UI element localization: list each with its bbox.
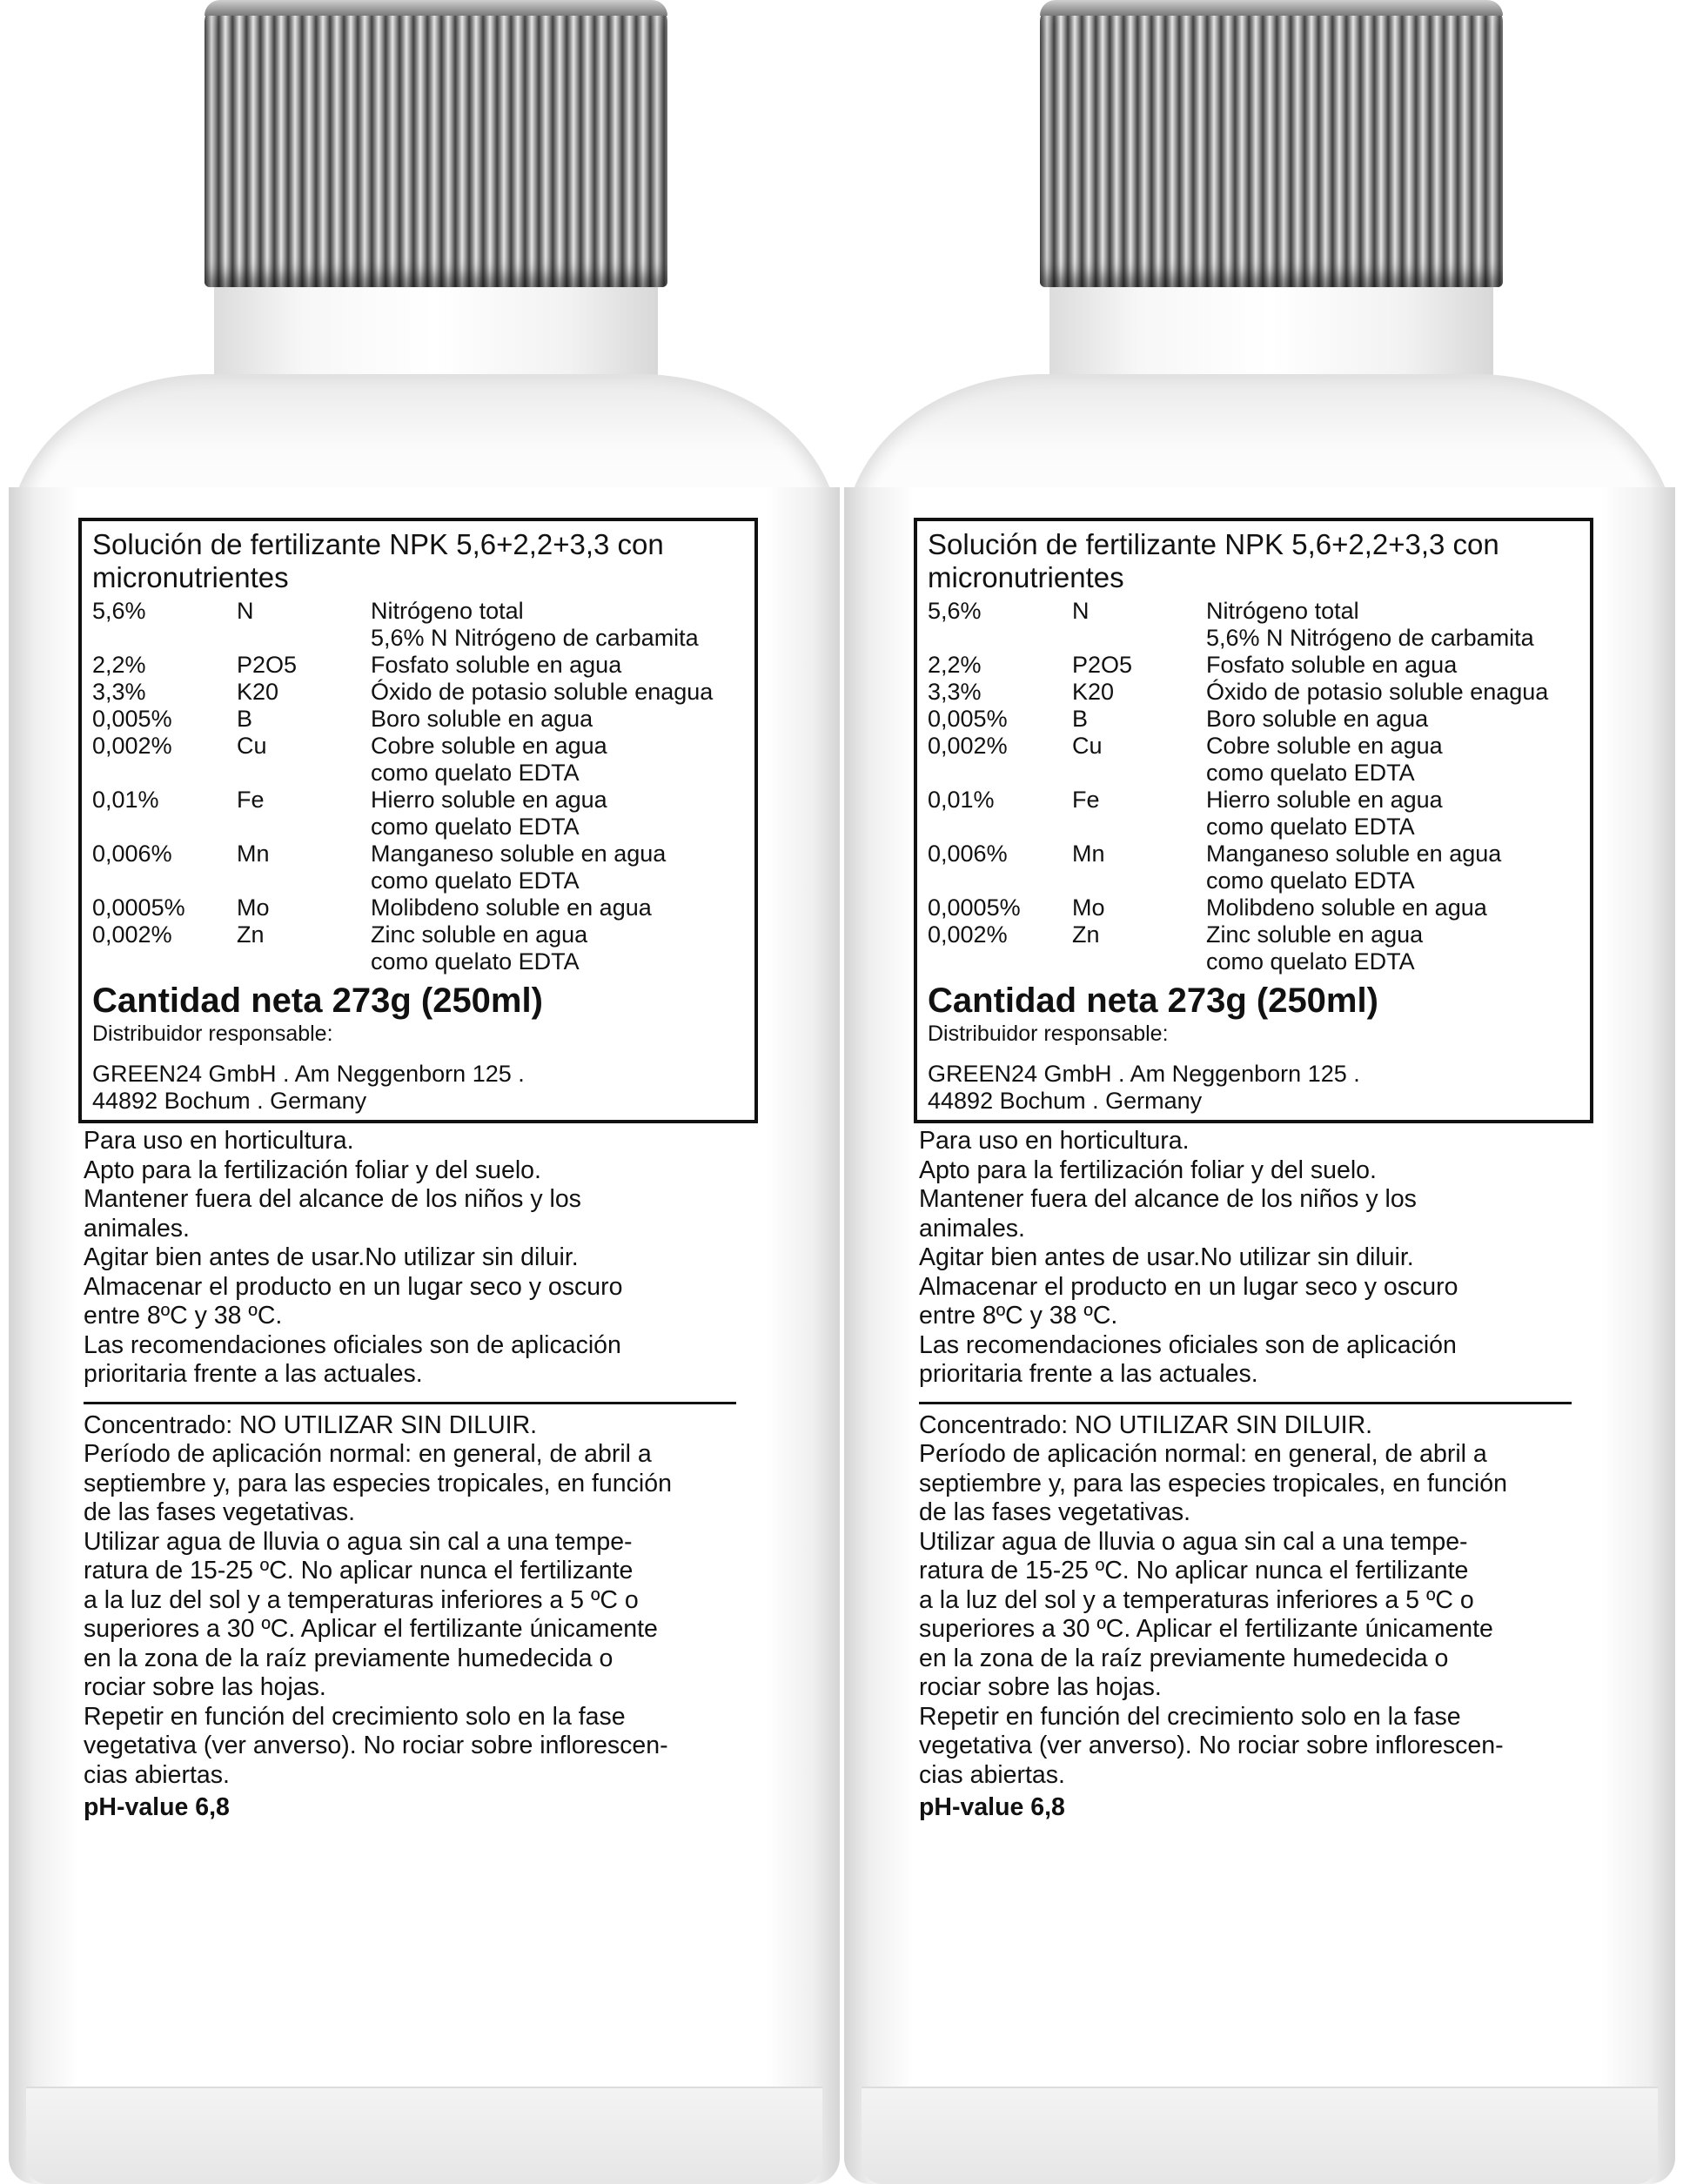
usage-line: animales. — [84, 1214, 190, 1243]
nutrient-symbol: Fe — [237, 787, 265, 813]
nutrient-detail: como quelato EDTA — [1206, 868, 1415, 894]
spacer — [928, 814, 1072, 841]
nutrient-row — [92, 787, 746, 814]
instruction-line: Período de aplicación normal: en general, de abril a — [919, 1440, 1487, 1468]
nutrient-symbol: B — [1072, 706, 1089, 732]
nutrient-row — [928, 921, 1581, 948]
distributor-address: GREEN24 GmbH . Am Neggenborn 125 . 44892 Bochum . Germany — [92, 1061, 525, 1114]
nutrient-description: Molibdeno soluble en agua — [371, 894, 652, 921]
nutrient-row-continued — [92, 814, 746, 841]
usage-line: Apto para la fertilización foliar y del suelo. — [84, 1156, 541, 1184]
instruction-line: de las fases vegetativas. — [919, 1498, 1191, 1526]
spacer — [237, 868, 371, 894]
nutrient-row-continued — [928, 625, 1581, 652]
nutrient-row-continued — [928, 868, 1581, 894]
nutrient-percent: 2,2% — [928, 652, 982, 678]
nutrient-row-continued — [928, 948, 1581, 975]
nutrient-row — [92, 841, 746, 868]
nutrient-symbol: Cu — [237, 733, 267, 759]
spacer — [928, 948, 1072, 975]
instruction-line: septiembre y, para las especies tropicales, en función — [84, 1469, 672, 1497]
instruction-line: ratura de 15-25 ºC. No aplicar nunca el fertilizante — [84, 1557, 634, 1584]
nutrient-description: Manganeso soluble en agua — [371, 841, 667, 867]
nutrient-detail: como quelato EDTA — [371, 948, 580, 975]
nutrient-row — [92, 598, 746, 625]
nutrient-symbol: Mo — [1072, 894, 1105, 921]
usage-line: Agitar bien antes de usar.No utilizar sin diluir. — [919, 1243, 1414, 1271]
spacer — [237, 625, 371, 652]
instruction-line: Repetir en función del crecimiento solo en la fase — [919, 1702, 1461, 1731]
ph-value: pH-value 6,8 — [84, 1793, 230, 1821]
nutrient-row — [928, 894, 1581, 921]
spacer — [1072, 814, 1206, 841]
nutrient-row-continued — [92, 868, 746, 894]
nutrient-detail: 5,6% N Nitrógeno de carbamita — [1206, 625, 1534, 651]
spacer — [1072, 948, 1206, 975]
instruction-line: rociar sobre las hojas. — [84, 1673, 326, 1701]
instruction-line: Repetir en función del crecimiento solo en la fase — [84, 1702, 626, 1731]
nutrient-description: Manganeso soluble en agua — [1206, 841, 1502, 867]
nutrient-row-continued — [92, 625, 746, 652]
usage-line: animales. — [919, 1214, 1025, 1243]
nutrient-symbol: Mn — [1072, 841, 1105, 867]
usage-line: Para uso en horticultura. — [84, 1127, 354, 1155]
instruction-line: Período de aplicación normal: en general, de abril a — [84, 1440, 652, 1468]
usage-line: prioritaria frente a las actuales. — [919, 1360, 1258, 1388]
instruction-line: vegetativa (ver anverso). No rociar sobre inflorescen- — [919, 1732, 1504, 1759]
nutrient-row — [928, 598, 1581, 625]
nutrient-percent: 0,005% — [928, 706, 1008, 732]
instruction-line: superiores a 30 ºC. Aplicar el fertilizante únicamente — [919, 1615, 1493, 1643]
spacer — [928, 760, 1072, 787]
usage-line: Almacenar el producto en un lugar seco y oscuro — [84, 1272, 623, 1301]
instruction-line: Utilizar agua de lluvia o agua sin cal a una tempe- — [919, 1527, 1468, 1556]
bottle-neck — [1049, 287, 1493, 387]
usage-line: Las recomendaciones oficiales son de aplicación — [84, 1330, 621, 1359]
nutrient-percent: 0,01% — [928, 787, 995, 813]
nutrient-description: Molibdeno soluble en agua — [1206, 894, 1487, 921]
spacer — [1072, 868, 1206, 894]
nutrient-description: Boro soluble en agua — [1206, 706, 1429, 732]
nutrient-description: Cobre soluble en agua — [371, 733, 607, 759]
instruction-line: ratura de 15-25 ºC. No aplicar nunca el fertilizante — [919, 1557, 1469, 1584]
nutrient-row — [92, 921, 746, 948]
nutrient-detail: como quelato EDTA — [1206, 814, 1415, 840]
nutrient-row — [928, 733, 1581, 760]
net-quantity: Cantidad neta 273g (250ml) — [92, 981, 543, 1020]
application-instructions — [914, 1411, 1593, 1791]
usage-line: Las recomendaciones oficiales son de aplicación — [919, 1330, 1457, 1359]
nutrient-symbol: Cu — [1072, 733, 1103, 759]
usage-notes — [914, 1127, 1593, 1390]
nutrient-row — [928, 652, 1581, 679]
net-quantity: Cantidad neta 273g (250ml) — [928, 981, 1378, 1020]
nutrient-percent: 0,002% — [92, 921, 172, 948]
nutrient-row — [928, 679, 1581, 706]
nutrient-symbol: Mo — [237, 894, 270, 921]
nutrient-row-continued — [928, 814, 1581, 841]
nutrient-row — [92, 894, 746, 921]
usage-line: Agitar bien antes de usar.No utilizar sin diluir. — [84, 1243, 579, 1271]
instruction-line: en la zona de la raíz previamente humedecida o — [919, 1644, 1449, 1672]
product-title: Solución de fertilizante NPK 5,6+2,2+3,3 con micronutrientes — [92, 528, 664, 593]
label-box — [78, 518, 758, 1123]
nutrient-detail: como quelato EDTA — [371, 814, 580, 840]
nutrient-description: Óxido de potasio soluble enagua — [1206, 679, 1549, 705]
instruction-line: a la luz del sol y a temperaturas inferiores a 5 ºC o — [919, 1585, 1474, 1614]
nutrient-row — [92, 652, 746, 679]
usage-line: Mantener fuera del alcance de los niños y los — [84, 1185, 581, 1213]
nutrient-row — [92, 706, 746, 733]
distributor-address: GREEN24 GmbH . Am Neggenborn 125 . 44892 Bochum . Germany — [928, 1061, 1360, 1114]
nutrient-symbol: B — [237, 706, 253, 732]
usage-line: entre 8ºC y 38 ºC. — [919, 1302, 1118, 1330]
nutrient-detail: como quelato EDTA — [371, 868, 580, 894]
product-label — [914, 518, 1593, 1823]
nutrient-symbol: P2O5 — [237, 652, 298, 678]
nutrient-percent: 5,6% — [928, 598, 982, 624]
usage-notes — [78, 1127, 758, 1390]
instruction-line: rociar sobre las hojas. — [919, 1673, 1162, 1701]
instruction-line: vegetativa (ver anverso). No rociar sobre inflorescen- — [84, 1732, 668, 1759]
nutrient-symbol: K20 — [237, 679, 279, 705]
nutrient-percent: 2,2% — [92, 652, 146, 678]
nutrient-symbol: K20 — [1072, 679, 1115, 705]
nutrient-percent: 0,006% — [92, 841, 172, 867]
instruction-line: cias abiertas. — [919, 1760, 1065, 1789]
nutrient-percent: 0,0005% — [928, 894, 1021, 921]
spacer — [92, 948, 237, 975]
instruction-line: Utilizar agua de lluvia o agua sin cal a una tempe- — [84, 1527, 633, 1556]
spacer — [92, 625, 237, 652]
nutrient-description: Boro soluble en agua — [371, 706, 593, 732]
instruction-line: cias abiertas. — [84, 1760, 230, 1789]
nutrient-detail: 5,6% N Nitrógeno de carbamita — [371, 625, 699, 651]
nutrient-row — [928, 706, 1581, 733]
bottle-left — [9, 0, 840, 2184]
usage-line: entre 8ºC y 38 ºC. — [84, 1302, 283, 1330]
label-box — [914, 518, 1593, 1123]
nutrient-table — [928, 598, 1581, 975]
ph-value: pH-value 6,8 — [919, 1793, 1065, 1821]
nutrient-percent: 0,005% — [92, 706, 172, 732]
nutrient-description: Óxido de potasio soluble enagua — [371, 679, 714, 705]
spacer — [92, 814, 237, 841]
nutrient-description: Cobre soluble en agua — [1206, 733, 1443, 759]
nutrient-symbol: Zn — [1072, 921, 1100, 948]
nutrient-symbol: N — [1072, 598, 1090, 624]
usage-line: prioritaria frente a las actuales. — [84, 1360, 423, 1388]
nutrient-percent: 0,002% — [92, 733, 172, 759]
nutrient-percent: 3,3% — [92, 679, 146, 705]
spacer — [237, 814, 371, 841]
spacer — [237, 760, 371, 787]
instruction-line: superiores a 30 ºC. Aplicar el fertilizante únicamente — [84, 1615, 658, 1643]
spacer — [1072, 760, 1206, 787]
nutrient-percent: 0,002% — [928, 733, 1008, 759]
distributor-label: Distribuidor responsable: — [928, 1022, 1169, 1046]
nutrient-detail: como quelato EDTA — [1206, 760, 1415, 786]
nutrient-symbol: N — [237, 598, 254, 624]
distributor-label: Distribuidor responsable: — [92, 1022, 333, 1046]
nutrient-symbol: Mn — [237, 841, 270, 867]
spacer — [92, 760, 237, 787]
nutrient-symbol: Fe — [1072, 787, 1100, 813]
divider — [84, 1402, 736, 1404]
spacer — [1072, 625, 1206, 652]
nutrient-description: Hierro soluble en agua — [371, 787, 607, 813]
nutrient-percent: 3,3% — [928, 679, 982, 705]
nutrient-row — [928, 787, 1581, 814]
usage-line: Almacenar el producto en un lugar seco y oscuro — [919, 1272, 1458, 1301]
nutrient-symbol: P2O5 — [1072, 652, 1133, 678]
usage-line: Apto para la fertilización foliar y del suelo. — [919, 1156, 1377, 1184]
nutrient-row — [928, 841, 1581, 868]
application-instructions — [78, 1411, 758, 1791]
nutrient-description: Zinc soluble en agua — [1206, 921, 1424, 948]
product-label — [78, 518, 758, 1823]
bottle-neck — [214, 287, 658, 387]
nutrient-percent: 0,006% — [928, 841, 1008, 867]
instruction-line: Concentrado: NO UTILIZAR SIN DILUIR. — [919, 1410, 1373, 1439]
nutrient-symbol: Zn — [237, 921, 265, 948]
nutrient-description: Fosfato soluble en agua — [1206, 652, 1458, 678]
nutrient-description: Fosfato soluble en agua — [371, 652, 622, 678]
nutrient-percent: 0,002% — [928, 921, 1008, 948]
usage-line: Para uso en horticultura. — [919, 1127, 1190, 1155]
nutrient-row — [92, 733, 746, 760]
product-title: Solución de fertilizante NPK 5,6+2,2+3,3 con micronutrientes — [928, 528, 1499, 593]
nutrient-row-continued — [928, 760, 1581, 787]
instruction-line: Concentrado: NO UTILIZAR SIN DILUIR. — [84, 1410, 538, 1439]
nutrient-table — [92, 598, 746, 975]
usage-line: Mantener fuera del alcance de los niños y los — [919, 1185, 1417, 1213]
nutrient-percent: 0,01% — [92, 787, 159, 813]
divider — [919, 1402, 1572, 1404]
nutrient-description: Zinc soluble en agua — [371, 921, 588, 948]
spacer — [92, 868, 237, 894]
nutrient-row-continued — [92, 760, 746, 787]
spacer — [237, 948, 371, 975]
nutrient-percent: 5,6% — [92, 598, 146, 624]
spacer — [928, 625, 1072, 652]
instruction-line: septiembre y, para las especies tropicales, en función — [919, 1469, 1507, 1497]
nutrient-detail: como quelato EDTA — [371, 760, 580, 786]
bottle-right — [844, 0, 1675, 2184]
bottle-cap — [205, 0, 667, 287]
nutrient-description: Nitrógeno total — [1206, 598, 1359, 624]
nutrient-description: Hierro soluble en agua — [1206, 787, 1443, 813]
nutrient-description: Nitrógeno total — [371, 598, 524, 624]
nutrient-detail: como quelato EDTA — [1206, 948, 1415, 975]
bottle-cap — [1040, 0, 1503, 287]
instruction-line: a la luz del sol y a temperaturas inferiores a 5 ºC o — [84, 1585, 639, 1614]
nutrient-percent: 0,0005% — [92, 894, 185, 921]
instruction-line: de las fases vegetativas. — [84, 1498, 356, 1526]
spacer — [928, 868, 1072, 894]
nutrient-row-continued — [92, 948, 746, 975]
instruction-line: en la zona de la raíz previamente humedecida o — [84, 1644, 614, 1672]
nutrient-row — [92, 679, 746, 706]
